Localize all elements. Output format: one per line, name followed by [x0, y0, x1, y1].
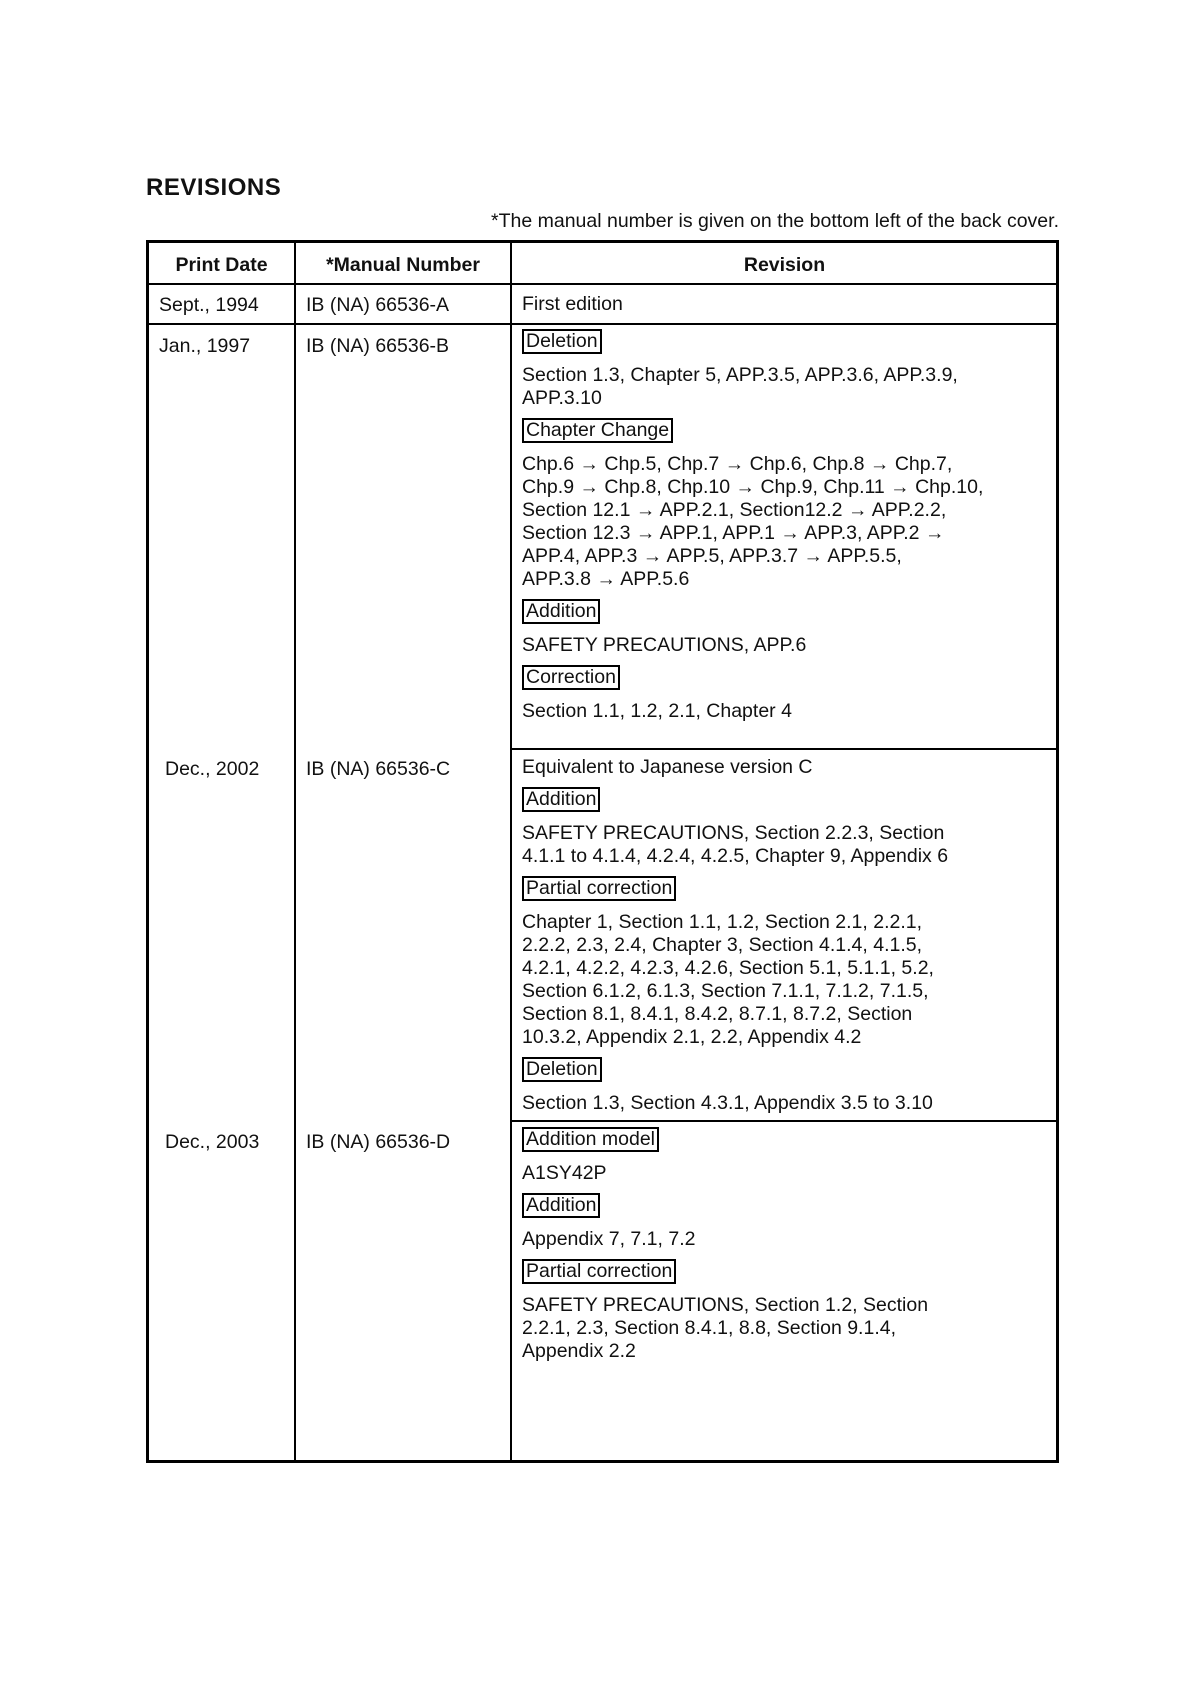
- text-line: 2.2.2, 2.3, 2.4, Chapter 3, Section 4.1.4, 4.1.5,: [522, 934, 923, 956]
- row-2-manual-number: IB (NA) 66536-B: [306, 335, 450, 357]
- text-line: A1SY42P: [522, 1162, 607, 1184]
- text-line: APP.3.10: [522, 387, 602, 409]
- row-1-manual-number: IB (NA) 66536-A: [306, 294, 450, 316]
- tag-deletion: Deletion: [522, 1057, 602, 1082]
- revisions-table: [146, 240, 1059, 1463]
- row-3-date: Dec., 2002: [165, 758, 260, 780]
- column-divider-2: [510, 243, 512, 1460]
- text-line: 4.1.1 to 4.1.4, 4.2.4, 4.2.5, Chapter 9, Appendix 6: [522, 845, 949, 867]
- text-line: Chapter 1, Section 1.1, 1.2, Section 2.1, 2.2.1,: [522, 911, 923, 933]
- text-line: Section 1.1, 1.2, 2.1, Chapter 4: [522, 700, 792, 722]
- row-divider-2: [510, 748, 1056, 750]
- text-line: APP.4, APP.3 → APP.5, APP.3.7 → APP.5.5,: [522, 545, 902, 567]
- text-line: SAFETY PRECAUTIONS, APP.6: [522, 634, 807, 656]
- text-line: 2.2.1, 2.3, Section 8.4.1, 8.8, Section 9.1.4,: [522, 1317, 897, 1339]
- row-4-revision: [522, 1127, 1052, 1371]
- column-divider-1: [294, 243, 296, 1460]
- tag-addition: Addition: [522, 1193, 600, 1218]
- row-3-manual-number: IB (NA) 66536-C: [306, 758, 451, 780]
- text-line: Section 12.3 → APP.1, APP.1 → APP.3, APP.2 →: [522, 522, 945, 544]
- row-2-revision: [522, 329, 1052, 731]
- row-1-date: Sept., 1994: [159, 294, 259, 316]
- tag-deletion: Deletion: [522, 329, 602, 354]
- header-revision: Revision: [743, 254, 826, 276]
- text-line: SAFETY PRECAUTIONS, Section 2.2.3, Section: [522, 822, 945, 844]
- tag-addition: Addition: [522, 787, 600, 812]
- row-4-manual-number: IB (NA) 66536-D: [306, 1131, 451, 1153]
- header-divider: [149, 283, 1056, 285]
- text-line: Appendix 2.2: [522, 1340, 636, 1362]
- text-line: 4.2.1, 4.2.2, 4.2.3, 4.2.6, Section 5.1, 5.1.1, 5.2,: [522, 957, 934, 979]
- text-line: Section 12.1 → APP.2.1, Section12.2 → APP.2.2,: [522, 499, 947, 521]
- text-line: Section 1.3, Chapter 5, APP.3.5, APP.3.6, APP.3.9,: [522, 364, 958, 386]
- text-line: APP.3.8 → APP.5.6: [522, 568, 690, 590]
- tag-correction: Correction: [522, 665, 620, 690]
- row-1-revision: [522, 293, 1052, 324]
- header-print-date: Print Date: [175, 254, 268, 276]
- header-manual-number: *Manual Number: [326, 254, 480, 276]
- text-line: Chp.6 → Chp.5, Chp.7 → Chp.6, Chp.8 → Chp.7,: [522, 453, 953, 475]
- row-2-date: Jan., 1997: [159, 335, 251, 357]
- text-line: Appendix 7, 7.1, 7.2: [522, 1228, 696, 1250]
- text-line: 10.3.2, Appendix 2.1, 2.2, Appendix 4.2: [522, 1026, 862, 1048]
- tag-addition: Addition: [522, 599, 600, 624]
- text-line: Chp.9 → Chp.8, Chp.10 → Chp.9, Chp.11 → Chp.10,: [522, 476, 984, 498]
- row-3-revision: [522, 756, 1052, 1123]
- text-line: SAFETY PRECAUTIONS, Section 1.2, Section: [522, 1294, 929, 1316]
- revision-text: [522, 293, 1052, 316]
- tag-partial-correction: Partial correction: [522, 876, 676, 901]
- tag-chapter-change: Chapter Change: [522, 418, 673, 443]
- text-line: First edition: [522, 293, 623, 315]
- tag-addition-model: Addition model: [522, 1127, 659, 1152]
- tag-partial-correction: Partial correction: [522, 1259, 676, 1284]
- page-title: REVISIONS: [146, 174, 282, 201]
- text-line: Section 8.1, 8.4.1, 8.4.2, 8.7.1, 8.7.2, Section: [522, 1003, 913, 1025]
- text-line: Section 6.1.2, 6.1.3, Section 7.1.1, 7.1.2, 7.1.5,: [522, 980, 929, 1002]
- text-line: Equivalent to Japanese version C: [522, 756, 813, 778]
- manual-number-note: *The manual number is given on the bottom left of the back cover.: [491, 210, 1059, 232]
- text-line: Section 1.3, Section 4.3.1, Appendix 3.5 to 3.10: [522, 1092, 933, 1114]
- row-4-date: Dec., 2003: [165, 1131, 260, 1153]
